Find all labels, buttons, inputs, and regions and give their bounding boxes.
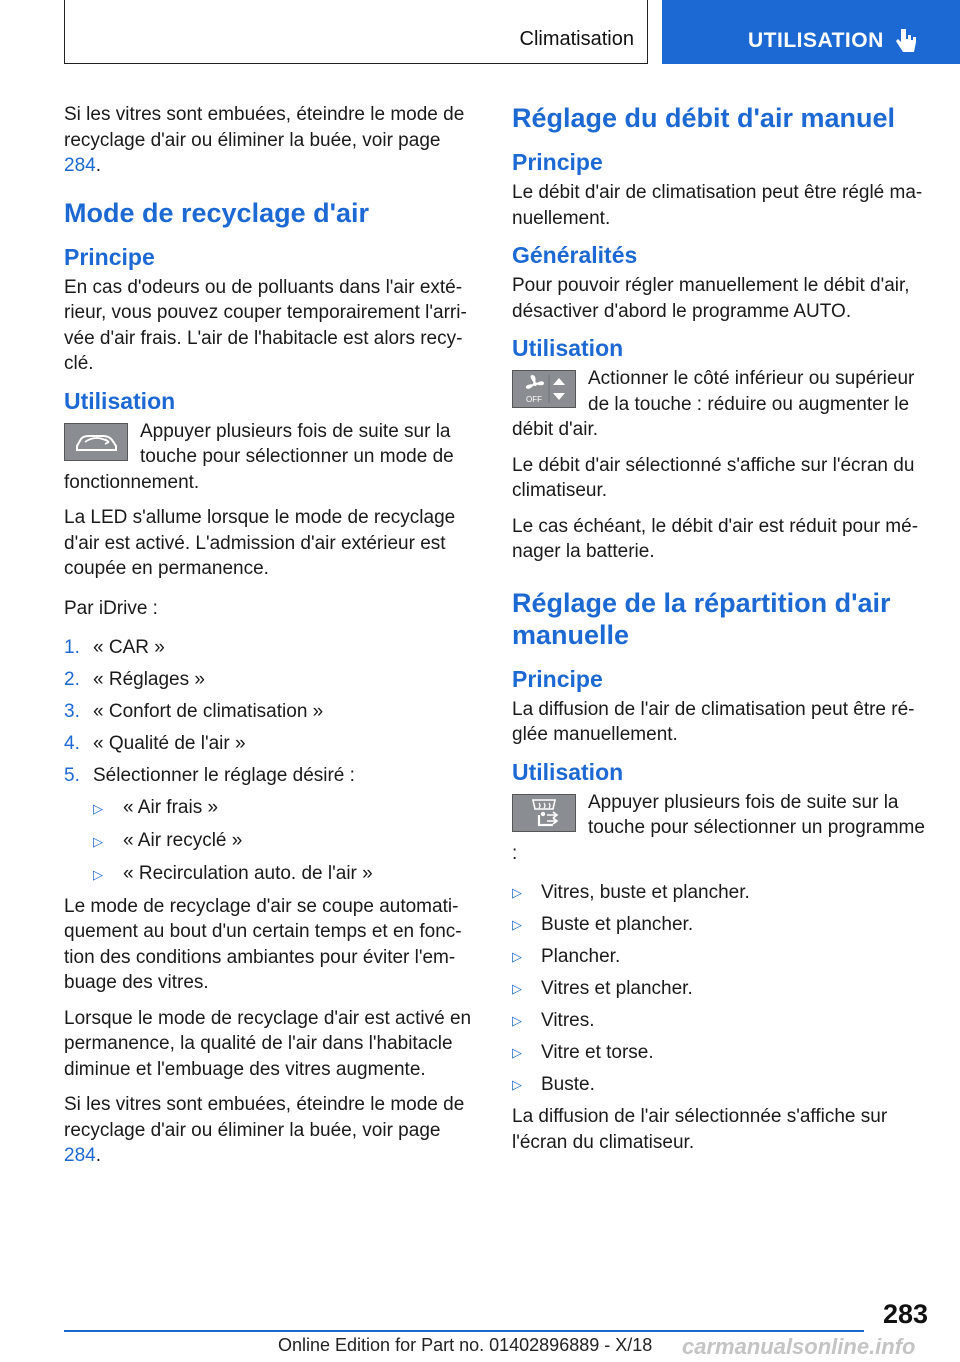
program-item: ▷ Vitre et torse. [512,1040,926,1066]
edition-text: Online Edition for Part no. 01402896889 - X/18 [278,1335,653,1355]
outro-paragraph: Si les vitres sont embuées, éteindre le mode de recyclage d'air ou éliminer la buée, voir page 284. [64,1094,465,1166]
step-item: 2. « Réglages » [64,669,205,690]
heading-principe: Principe [64,243,155,270]
bullet-triangle-icon: ▷ [512,917,522,932]
heading-utilisation: Utilisation [64,387,176,414]
bullet-triangle-icon: ▷ [512,981,522,996]
page-link[interactable]: 284 [64,155,96,176]
distribution-paragraph: Appuyer plusieurs fois de suite sur la touche pour sélectionner un programme : [512,791,925,864]
step-item: 4. « Qualité de l'air » [64,733,246,754]
bullet-triangle-icon: ▷ [512,1077,522,1092]
option-item: ▷ « Air frais » [93,795,478,822]
repartition-paragraph: La diffusion de l'air de climatisation peut être réglée manuellement. [512,698,915,745]
header-tab-label: UTILISATION [748,29,884,52]
header-section-title: Climatisation [519,28,634,50]
led-paragraph: La LED s'allume lorsque le mode de recyclage d'air est activé. L'admission d'air extérieur est coupée en permanence. [64,507,456,579]
program-item: ▷ Vitres, buste et plancher. [512,880,926,906]
utilisation-paragraph: Appuyer plusieurs fois de suite sur la touche pour sélectionner un mode de fonctionnement. [64,420,454,493]
option-list [93,795,478,888]
batterie-paragraph: Le cas échéant, le débit d'air est réduit pour ménager la batterie. [512,515,919,562]
bullet-triangle-icon: ▷ [512,1013,522,1028]
bullet-triangle-icon: ▷ [512,885,522,900]
distribution-instruction [512,790,926,867]
heading-utilisation: Utilisation [512,335,624,361]
right-column [512,102,926,1165]
car-recirculation-icon [64,423,128,461]
program-list [512,880,926,1098]
debit-principe-paragraph: Le débit d'air de climatisation peut être réglé manuellement. [512,182,923,229]
idrive-label: Par iDrive : [64,597,158,619]
air-distribution-icon [512,794,576,832]
header-tab [662,0,960,64]
permanent-paragraph: Lorsque le mode de recyclage d'air est activé en permanence, la qualité de l'air dans l'habitacle diminue et l'embuage des vitres augmente. [64,1007,472,1080]
principe-paragraph: En cas d'odeurs ou de polluants dans l'air extérieur, vous pouvez couper temporairement l'arrivée d'air frais. L'air de l'habitacle est alors recyclé. [64,276,467,374]
affiche-paragraph: Le débit d'air sélectionné s'affiche sur l'écran du climatiseur. [512,454,915,501]
blower-paragraph: Actionner le côté inférieur ou supérieur de la touche : réduire ou augmenter le débit d'air. [512,368,915,440]
bullet-triangle-icon: ▷ [512,949,522,964]
page-number: 283 [882,1299,928,1329]
step-item: 5. Sélectionner le réglage désiré : ▷ « Air frais » ▷ « Air recyclé » ▷ « Recirculation auto. de l'air » [64,763,478,887]
program-item: ▷ Vitres et plancher. [512,976,926,1002]
program-item: ▷ Buste et plancher. [512,912,926,938]
recirculation-instruction [64,419,478,496]
idrive-steps [64,635,478,887]
heading-debit: Réglage du débit d'air manuel [512,103,895,133]
diffusion-paragraph: La diffusion de l'air sélectionnée s'affiche sur l'écran du climatiseur. [512,1106,888,1153]
generalites-paragraph: Pour pouvoir régler manuellement le débit d'air, désactiver d'abord le programme AUTO. [512,275,910,322]
bullet-triangle-icon: ▷ [93,833,103,849]
intro-paragraph: Si les vitres sont embuées, éteindre le mode de recyclage d'air ou éliminer la buée, voir page 284. [64,104,465,176]
left-column [64,102,478,1179]
watermark: carmanualsonline.info [682,1334,916,1359]
option-item: ▷ « Air recyclé » [93,828,478,855]
bullet-triangle-icon: ▷ [512,1045,522,1060]
auto-off-paragraph: Le mode de recyclage d'air se coupe automatiquement au bout d'un certain temps et en fonction des conditions ambiantes pour éviter l'embuage des vitres. [64,895,462,993]
bullet-triangle-icon: ▷ [93,800,103,816]
heading-recyclage: Mode de recyclage d'air [64,197,370,228]
fan-off-icon [512,370,576,408]
program-item: ▷ Plancher. [512,944,926,970]
heading-principe: Principe [512,149,603,175]
option-item: ▷ « Recirculation auto. de l'air » [93,861,478,888]
svg-text:OFF: OFF [526,395,542,404]
page-link[interactable]: 284 [64,1145,96,1166]
heading-generalites: Généralités [512,242,638,268]
step-item: 3. « Confort de climatisation » [64,701,324,722]
step-item: 1. « CAR » [64,637,165,658]
heading-repartition: Réglage de la répartition d'air manuelle [512,587,891,650]
hand-pointer-icon [895,27,919,60]
program-item: ▷ Buste. [512,1072,926,1098]
footer-divider [64,1330,864,1332]
heading-utilisation: Utilisation [512,758,624,785]
bullet-triangle-icon: ▷ [93,866,103,882]
blower-instruction [512,366,926,443]
heading-principe: Principe [512,665,603,692]
program-item: ▷ Vitres. [512,1008,926,1034]
